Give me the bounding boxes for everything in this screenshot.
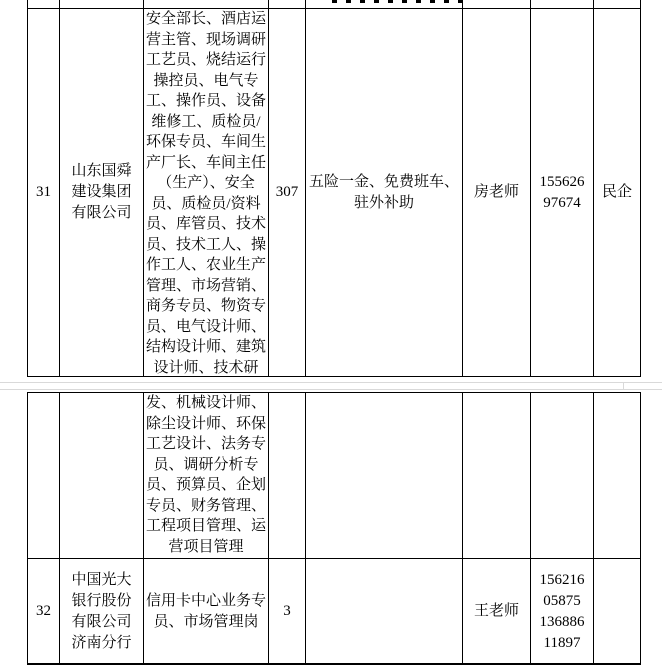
company-name-line: 有限公司 bbox=[71, 205, 132, 221]
phone-line: 11897 bbox=[543, 634, 581, 651]
company-type-cell bbox=[594, 393, 640, 558]
phone-line: 155626 bbox=[539, 173, 585, 190]
company-type: 民企 bbox=[601, 184, 632, 200]
company-name-line: 山东国舜 bbox=[71, 163, 132, 179]
positions-cell bbox=[144, 9, 268, 376]
contact-person-cell bbox=[463, 559, 530, 664]
table-row-border bbox=[27, 376, 641, 377]
page-edge-line bbox=[0, 382, 662, 383]
company-name-cell bbox=[60, 393, 143, 558]
headcount-value: 307 bbox=[275, 184, 299, 200]
benefits-cell bbox=[306, 9, 462, 376]
row-index: 31 bbox=[36, 184, 51, 200]
table-grid-line bbox=[640, 559, 641, 664]
benefits-cell bbox=[306, 559, 462, 664]
headcount-value: 3 bbox=[283, 603, 291, 619]
company-name-line: 银行股份 bbox=[71, 592, 132, 609]
headcount-cell bbox=[269, 9, 305, 376]
row-index: 32 bbox=[36, 603, 51, 619]
row-index-cell bbox=[28, 9, 59, 376]
positions-text: 安全部长、酒店运营主管、现场调研工艺员、烧结运行操控员、电气专工、操作员、设备维修工、质检员/环保专员、车间生产厂长、车间主任（生产）、安全员、质检员/资料员、库管员、技术员、技术工人、操作工人、农业生产管理、市场营销、商务专员、物资专员、电气设计师、结构设计师、建筑设计师、技术研 bbox=[145, 11, 266, 376]
company-name-line: 建设集团 bbox=[71, 184, 132, 200]
phone-number-cell bbox=[531, 393, 593, 558]
benefits-text: 五险一金、免费班车、驻外补助 bbox=[308, 173, 459, 211]
company-name-cell bbox=[60, 559, 143, 664]
company-name-cell bbox=[60, 9, 143, 376]
page-edge-line bbox=[0, 389, 662, 390]
company-type-cell bbox=[594, 559, 640, 664]
phone-number-cell bbox=[531, 9, 593, 376]
phone-line: 05875 bbox=[543, 592, 581, 609]
table-grid-line bbox=[640, 9, 641, 376]
contact-person: 王老师 bbox=[473, 603, 519, 619]
positions-text: 信用卡中心业务专员、市场管理岗 bbox=[145, 592, 266, 630]
company-name-line: 中国光大 bbox=[71, 571, 132, 588]
clipped-row-text-fragments bbox=[332, 0, 462, 3]
contact-person-cell bbox=[463, 9, 530, 376]
positions-continuation-cell bbox=[144, 393, 268, 558]
table-grid-line bbox=[640, 393, 641, 558]
headcount-cell bbox=[269, 393, 305, 558]
table-bottom-border bbox=[27, 663, 641, 665]
phone-number-cell bbox=[531, 559, 593, 664]
phone-line: 97674 bbox=[543, 194, 581, 211]
company-name-line: 济南分行 bbox=[71, 634, 132, 651]
page-edge-corner bbox=[623, 382, 624, 390]
company-name-line: 有限公司 bbox=[71, 613, 132, 630]
benefits-cell bbox=[306, 393, 462, 558]
phone-line: 156216 bbox=[539, 571, 585, 588]
company-type-cell bbox=[594, 9, 640, 376]
headcount-cell bbox=[269, 559, 305, 664]
phone-line: 136886 bbox=[539, 613, 585, 630]
contact-person: 房老师 bbox=[473, 184, 519, 200]
row-index-cell bbox=[28, 393, 59, 558]
contact-person-cell bbox=[463, 393, 530, 558]
positions-cell bbox=[144, 559, 268, 664]
positions-text: 发、机械设计师、除尘设计师、环保工艺设计、法务专员、调研分析专员、预算员、企划专员、财务管理、工程项目管理、运营项目管理 bbox=[145, 395, 266, 555]
row-index-cell bbox=[28, 559, 59, 664]
